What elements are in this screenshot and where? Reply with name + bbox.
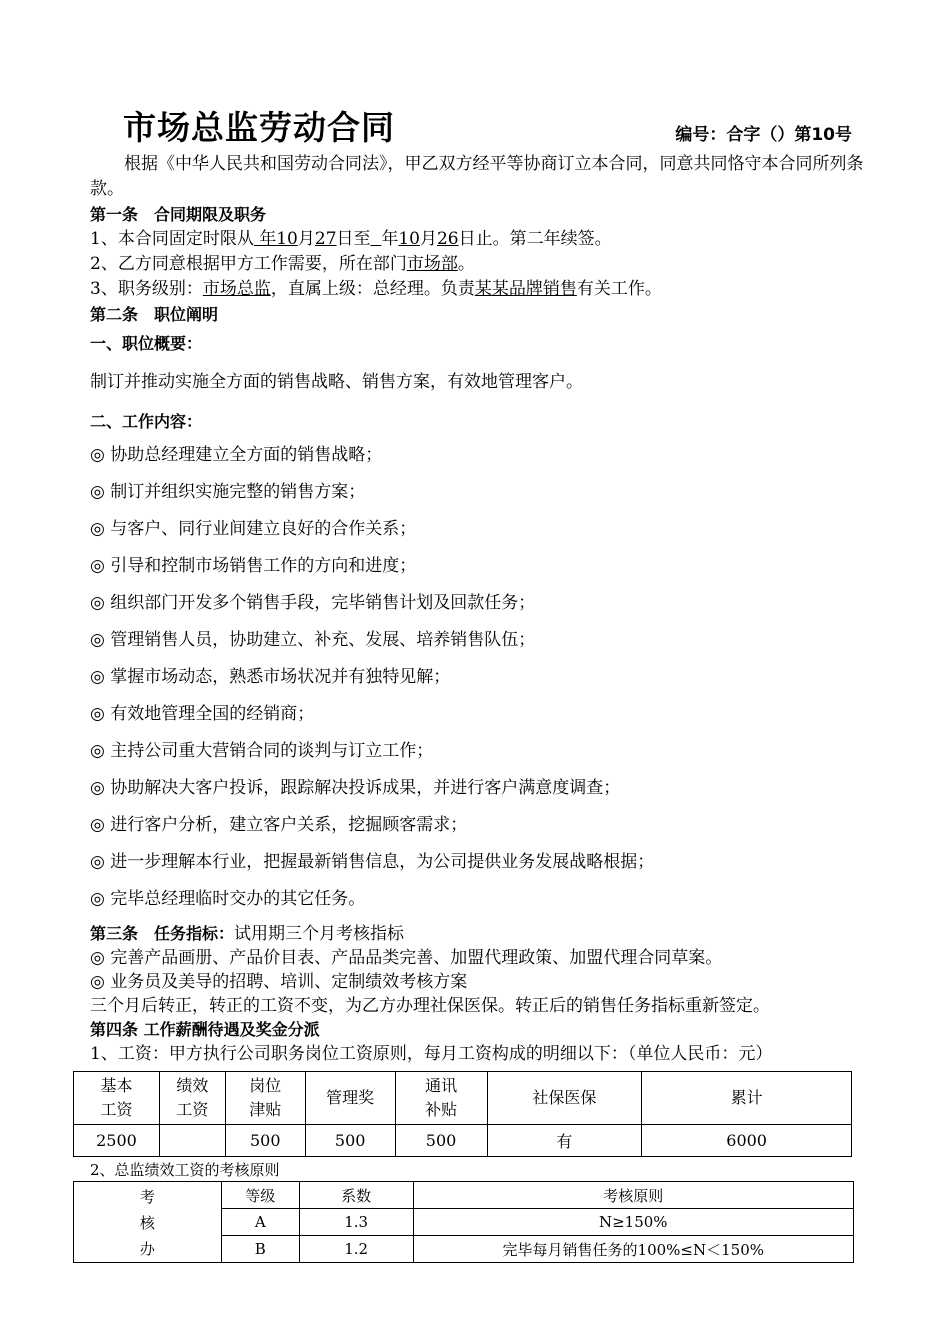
salary-value-cell: 6000 bbox=[642, 1125, 852, 1157]
salary-header-line: 管理奖 bbox=[326, 1088, 375, 1107]
position-suffix: 有关工作。 bbox=[576, 279, 662, 299]
article3-item: ◎ 完善产品画册、产品价目表、产品品类完善、加盟代理政策、加盟代理合同草案。 bbox=[90, 948, 723, 968]
eval-side-char: 办 bbox=[139, 1240, 155, 1258]
salary-header-cell bbox=[225, 1072, 305, 1125]
eval-header-cell: 等级 bbox=[221, 1182, 299, 1209]
eval-table-header bbox=[74, 1182, 854, 1209]
task-item: ◎ 制订并组织实施完整的销售方案； bbox=[90, 482, 366, 502]
page-title: 市场总监劳动合同 bbox=[123, 108, 395, 147]
salary-header-line: 通讯 bbox=[425, 1076, 458, 1095]
salary-header-line: 社保医保 bbox=[532, 1088, 597, 1107]
salary-header-cell bbox=[305, 1072, 395, 1125]
salary-value-cell: 500 bbox=[395, 1125, 487, 1157]
department: 市场部 bbox=[406, 254, 458, 274]
eval-table bbox=[73, 1181, 854, 1263]
task-item: ◎ 协助总经理建立全方面的销售战略； bbox=[90, 445, 383, 465]
salary-header-cell bbox=[395, 1072, 487, 1125]
salary-header-line: 工资 bbox=[100, 1100, 133, 1119]
overview-heading: 一、职位概要： bbox=[90, 334, 203, 353]
salary-header-line: 基本 bbox=[100, 1076, 133, 1095]
eval-cell: A bbox=[221, 1209, 299, 1236]
article1-position-line bbox=[90, 277, 882, 302]
eval-cell: 完毕每月销售任务的100%≤N＜150% bbox=[413, 1236, 853, 1263]
dept-prefix: 2、乙方同意根据甲方工作需要，所在部门 bbox=[90, 254, 407, 274]
eval-header-cell: 考核原则 bbox=[413, 1182, 853, 1209]
dept-suffix: 。 bbox=[457, 254, 475, 274]
salary-header-line: 补贴 bbox=[425, 1100, 458, 1119]
task-item: ◎ 掌握市场动态，熟悉市场状况并有独特见解； bbox=[90, 667, 451, 687]
eval-cell: N≥150% bbox=[413, 1209, 853, 1236]
year-label: 年 bbox=[381, 229, 399, 249]
task-item: ◎ 有效地管理全国的经销商； bbox=[90, 704, 315, 724]
article3-heading-line bbox=[90, 922, 882, 946]
article3 bbox=[90, 922, 882, 1066]
title-row bbox=[90, 100, 882, 152]
task-item: ◎ 组织部门开发多个销售手段，完毕销售计划及回款任务； bbox=[90, 593, 536, 613]
eval-side-label bbox=[74, 1182, 222, 1263]
salary-header-line: 绩效 bbox=[176, 1076, 209, 1095]
article4-heading: 第四条 工作薪酬待遇及奖金分派 bbox=[90, 1020, 320, 1039]
article3-heading: 第三条 任务指标： bbox=[90, 924, 235, 943]
eval-cell: 1.2 bbox=[299, 1236, 413, 1263]
eval-side-char: 考 bbox=[139, 1188, 155, 1206]
contract-number: 编号：合字（）第10号 bbox=[675, 125, 852, 145]
salary-value-cell: 500 bbox=[305, 1125, 395, 1157]
task-item: ◎ 完毕总经理临时交办的其它任务。 bbox=[90, 889, 366, 909]
salary-header-line: 工资 bbox=[176, 1100, 209, 1119]
salary-header-line: 累计 bbox=[730, 1088, 763, 1107]
start-day: 27 bbox=[314, 229, 337, 249]
end-year-blank bbox=[371, 229, 382, 249]
article2-heading: 第二条 职位阐明 bbox=[90, 305, 219, 324]
article1-dept-line bbox=[90, 252, 882, 277]
eval-header-cell: 系数 bbox=[299, 1182, 413, 1209]
month-label-2: 月 bbox=[419, 229, 437, 249]
term-suffix: 日止。第二年续签。 bbox=[458, 229, 612, 249]
position-prefix: 3、职务级别： bbox=[90, 279, 203, 299]
article3-heading-tail: 试用期三个月考核指标 bbox=[234, 924, 405, 944]
month-label: 月 bbox=[297, 229, 315, 249]
salary-table bbox=[73, 1071, 852, 1157]
salary-header-line: 津贴 bbox=[249, 1100, 282, 1119]
salary-value-cell: 500 bbox=[225, 1125, 305, 1157]
tasks-heading: 二、工作内容： bbox=[90, 412, 203, 431]
start-year: 年 bbox=[253, 229, 277, 249]
salary-header-cell bbox=[159, 1072, 225, 1125]
contract-page bbox=[90, 100, 882, 1066]
task-item: ◎ 主持公司重大营销合同的谈判与订立工作； bbox=[90, 741, 434, 761]
salary-intro: 1、工资：甲方执行公司职务岗位工资原则，每月工资构成的明细以下：（单位人民币：元） bbox=[90, 1044, 773, 1064]
intro-paragraph: 根据《中华人民共和国劳动合同法》，甲乙双方经平等协商订立本合同，同意共同恪守本合同所列条款。 bbox=[90, 154, 864, 199]
salary-table-header bbox=[74, 1072, 852, 1125]
position-mid: ，直属上级：总经理。负责 bbox=[270, 279, 475, 299]
eval-side-char: 核 bbox=[139, 1214, 155, 1232]
task-item: ◎ 引导和控制市场销售工作的方向和进度； bbox=[90, 556, 417, 576]
task-item: ◎ 进一步理解本行业，把握最新销售信息，为公司提供业务发展战略根据； bbox=[90, 852, 655, 872]
eval-intro: 2、总监绩效工资的考核原则 bbox=[90, 1161, 280, 1179]
task-list bbox=[90, 437, 882, 918]
task-item: ◎ 进行客户分析，建立客户关系，挖掘顾客需求； bbox=[90, 815, 468, 835]
article3-note: 三个月后转正，转正的工资不变，为乙方办理社保医保。转正后的销售任务指标重新签定。 bbox=[90, 996, 770, 1016]
salary-header-line: 岗位 bbox=[249, 1076, 282, 1095]
overview-text: 制订并推动实施全方面的销售战略、销售方案，有效地管理客户。 bbox=[90, 372, 583, 392]
start-month: 10 bbox=[276, 229, 298, 249]
end-month: 10 bbox=[398, 229, 420, 249]
article3-item: ◎ 业务员及美导的招聘、培训、定制绩效考核方案 bbox=[90, 972, 468, 992]
task-item: ◎ 与客户、同行业间建立良好的合作关系； bbox=[90, 519, 417, 539]
task-item: ◎ 协助解决大客户投诉，跟踪解决投诉成果，并进行客户满意度调查； bbox=[90, 778, 621, 798]
duty: 某某品牌销售 bbox=[474, 279, 577, 299]
salary-table-row bbox=[74, 1125, 852, 1157]
task-item: ◎ 管理销售人员，协助建立、补充、发展、培养销售队伍； bbox=[90, 630, 536, 650]
salary-header-cell bbox=[642, 1072, 852, 1125]
term-mid: 日至 bbox=[336, 229, 371, 249]
salary-header-cell bbox=[487, 1072, 642, 1125]
salary-value-cell: 有 bbox=[487, 1125, 642, 1157]
end-day: 26 bbox=[436, 229, 459, 249]
eval-cell: 1.3 bbox=[299, 1209, 413, 1236]
position: 市场总监 bbox=[202, 279, 271, 299]
term-prefix: 1、本合同固定时限从 bbox=[90, 229, 254, 249]
salary-header-cell bbox=[74, 1072, 160, 1125]
salary-value-cell: 2500 bbox=[74, 1125, 160, 1157]
salary-value-cell bbox=[159, 1125, 225, 1157]
eval-cell: B bbox=[221, 1236, 299, 1263]
article1-term-line bbox=[90, 227, 882, 252]
article1-heading: 第一条 合同期限及职务 bbox=[90, 205, 267, 224]
